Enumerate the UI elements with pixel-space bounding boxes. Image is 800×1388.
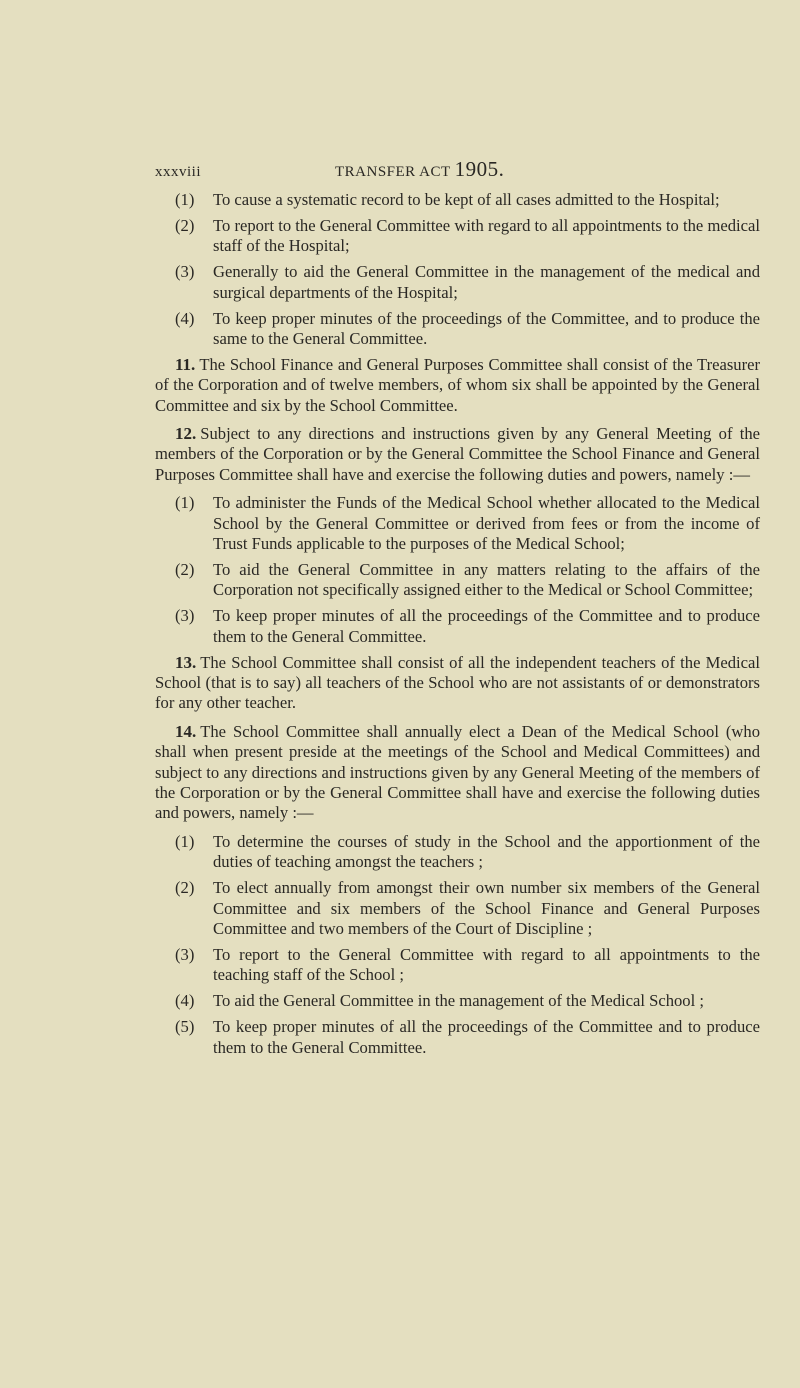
paragraph-text: The School Finance and General Purposes Committee shall consist of the Treasurer of the Corporation and of twelve members, of whom six shall be appointed by the General Committee and six by the School Committee. — [155, 354, 760, 415]
paragraph-text: To keep proper minutes of the proceedings of the Committee, and to produce the same to the General Committee. — [213, 308, 760, 348]
paragraph-text: To keep proper minutes of all the proceedings of the Committee and to produce them to the General Committee. — [213, 606, 760, 646]
item-number: (2) — [175, 215, 195, 235]
paragraph-text: To aid the General Committee in any matters relating to the affairs of the Corporation not specifically assigned either to the Medical or School Committee; — [213, 560, 760, 600]
section-number: 13. — [175, 652, 197, 672]
paragraph-text: To report to the General Committee with regard to all appointments to the teaching staff of the School ; — [213, 944, 760, 985]
section-paragraph — [155, 424, 760, 485]
paragraph-text: To elect annually from amongst their own number six members of the General Committee and six members of the School Finance and General Purposes Committee and two members of the Court of Discipline ; — [213, 878, 760, 938]
paragraph-text: The School Committee shall consist of all the independent teachers of the Medical School (that is to say) all teachers of the School who are not assistants of or demonstrators for any other teacher. — [155, 652, 760, 713]
section-number: 12. — [175, 424, 197, 444]
item-number: (3) — [175, 944, 195, 964]
running-title — [335, 156, 505, 182]
paragraph-text: To aid the General Committee in the management of the Medical School ; — [213, 991, 704, 1011]
list-item — [155, 878, 760, 939]
list-item — [155, 606, 760, 647]
paragraph-text: The School Committee shall annually elect a Dean of the Medical School (who shall when present preside at the meetings of the School and Medical Committees) and subject to any directions and instructions given by any General Meeting of the members of the Corporation or by the General Committee shall have and exercise the following duties and powers, namely :— — [155, 721, 760, 823]
title-year: 1905. — [454, 156, 505, 181]
item-number: (1) — [175, 493, 195, 513]
item-number: (3) — [175, 606, 195, 626]
paragraph-text: To report to the General Committee with regard to all appointments to the medical staff of the Hospital; — [213, 215, 760, 256]
paragraph-text: Generally to aid the General Committee in the management of the medical and surgical departments of the Hospital; — [213, 262, 760, 302]
paragraph-text: To administer the Funds of the Medical School whether allocated to the Medical School by the General Committee or derived from fees or from the income of Trust Funds applicable to the purposes of the Medical School; — [213, 493, 760, 554]
section-paragraph — [155, 722, 760, 824]
item-number: (2) — [175, 878, 195, 898]
document-body — [155, 190, 760, 1058]
list-item — [155, 991, 760, 1011]
page-number: xxxviii — [155, 163, 202, 180]
list-item — [155, 309, 760, 350]
paragraph-text: To determine the courses of study in the School and the apportionment of the duties of teaching amongst the teachers ; — [213, 831, 760, 872]
list-item — [155, 945, 760, 986]
section-paragraph — [155, 653, 760, 714]
list-item — [155, 560, 760, 601]
list-item — [155, 216, 760, 257]
item-number: (2) — [175, 560, 195, 579]
list-item — [155, 262, 760, 303]
paragraph-text: To cause a systematic record to be kept of all cases admitted to the Hospital; — [213, 190, 720, 209]
list-item — [155, 1017, 760, 1058]
running-header — [155, 156, 760, 182]
list-item — [155, 190, 760, 210]
item-number: (3) — [175, 262, 195, 282]
item-number: (4) — [175, 991, 195, 1011]
section-number: 14. — [175, 721, 197, 741]
document-page — [155, 156, 760, 1063]
title-text: TRANSFER ACT — [335, 163, 451, 180]
section-paragraph — [155, 355, 760, 416]
item-number: (1) — [175, 831, 195, 851]
section-number: 11. — [175, 354, 196, 374]
paragraph-text: To keep proper minutes of all the proceedings of the Committee and to produce them to the General Committee. — [213, 1017, 760, 1057]
item-number: (5) — [175, 1017, 195, 1037]
item-number: (4) — [175, 308, 195, 328]
item-number: (1) — [175, 190, 195, 209]
paragraph-text: Subject to any directions and instructions given by any General Meeting of the members of the Corporation or by the General Committee the School Finance and General Purposes Committee shall have and exercise the following duties and powers, namely :— — [155, 424, 760, 484]
list-item — [155, 493, 760, 554]
list-item — [155, 832, 760, 873]
